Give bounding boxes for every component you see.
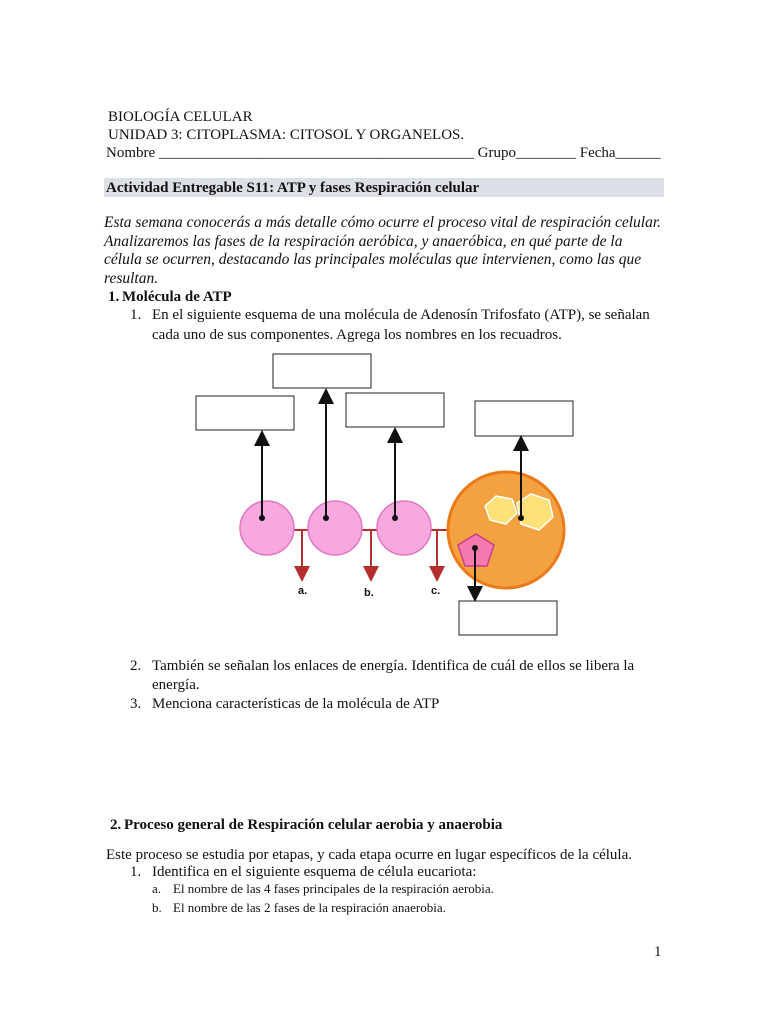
section1-title: Molécula de ATP xyxy=(122,289,232,305)
ribose-circle xyxy=(448,472,564,588)
section1-q1-number: 1. xyxy=(130,307,142,323)
section2-q1-number: 1. xyxy=(130,864,142,880)
section1-q1-line2: cada uno de sus componentes. Agrega los nombres en los recuadros. xyxy=(152,327,562,343)
section1-number: 1. xyxy=(108,289,120,305)
section2-q1: Identifica en el siguiente esquema de célula eucariota: xyxy=(152,864,477,880)
name-group-date-line: Nombre __________________________________________ Grupo________ Fecha______ xyxy=(106,145,661,161)
phosphate-circle-1 xyxy=(240,501,294,555)
bond-label-a: a. xyxy=(298,585,308,597)
answer-box-bottom[interactable] xyxy=(459,601,557,635)
activity-title: Actividad Entregable S11: ATP y fases Respiración celular xyxy=(106,180,480,196)
bond-label-b: b. xyxy=(364,587,374,599)
section1-q3-number: 3. xyxy=(130,696,142,712)
bond-label-c: c. xyxy=(431,585,441,597)
page-number: 1 xyxy=(654,944,662,960)
section2-number: 2. xyxy=(110,817,122,833)
section2-qa-letter: a. xyxy=(152,881,162,896)
section2-qb-letter: b. xyxy=(152,900,162,915)
phosphate-circle-3 xyxy=(377,501,431,555)
section1-q2-line1: También se señalan los enlaces de energía. Identifica de cuál de ellos se libera la xyxy=(152,658,635,674)
section2-qa: El nombre de las 4 fases principales de la respiración aerobia. xyxy=(173,881,494,896)
phosphate-circle-2 xyxy=(308,501,362,555)
answer-box-right[interactable] xyxy=(475,401,573,436)
section1-q2-line2: energía. xyxy=(152,677,200,693)
answer-box-left[interactable] xyxy=(196,396,294,430)
answer-box-middle[interactable] xyxy=(346,393,444,427)
section2-intro: Este proceso se estudia por etapas, y cada etapa ocurre en lugar específicos de la célula. xyxy=(106,847,633,863)
section2-qb: El nombre de las 2 fases de la respiración anaerobia. xyxy=(173,900,446,915)
section1-q1-line1: En el siguiente esquema de una molécula de Adenosín Trifosfato (ATP), se señalan xyxy=(152,307,650,323)
unit-title: UNIDAD 3: CITOPLASMA: CITOSOL Y ORGANELOS. xyxy=(108,127,465,143)
course-title: BIOLOGÍA CELULAR xyxy=(108,109,253,125)
section2-title: Proceso general de Respiración celular aerobia y anaerobia xyxy=(124,817,503,833)
answer-box-top[interactable] xyxy=(273,354,371,388)
section1-q2-number: 2. xyxy=(130,658,142,674)
intro-paragraph: Esta semana conocerás a más detalle cómo ocurre el proceso vital de respiración celular. Analizaremos las fases de la respiración aeróbica, y anaeróbica, en qué parte de la célula se ocurren, destacando las principales moléculas que intervienen, como las que resultan. xyxy=(104,214,662,287)
section1-q3-line1: Menciona características de la molécula de ATP xyxy=(152,696,440,712)
